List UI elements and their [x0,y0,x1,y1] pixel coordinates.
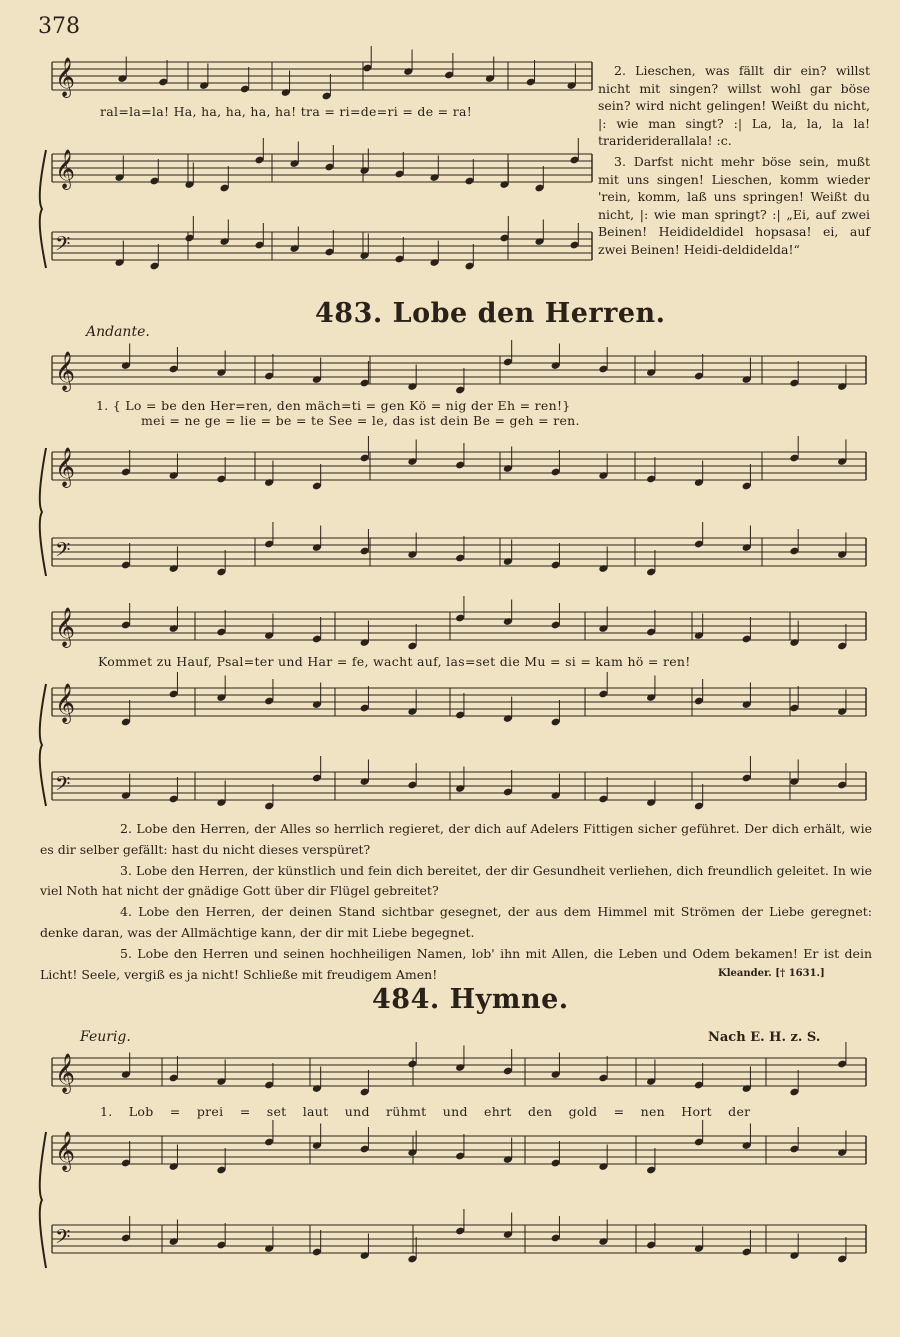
bass-clef-icon: 𝄢 [55,232,71,260]
hymn482-verses [598,62,870,262]
hymn483-tempo: Andante. [86,324,150,340]
treble-clef-icon: 𝄞 [55,351,76,391]
treble-clef-icon: 𝄞 [55,57,76,97]
hymn483-heading [315,298,666,329]
treble-clef-icon: 𝄞 [55,149,76,189]
hymn482-verse-3: 3. Darfst nicht mehr böse sein, mußt mit uns singen! Lieschen, komm wieder 'rein, komm, laß uns springen! Weißt du nicht, |: wie man springt? :| „Ei, auf zwei Beinen! Heidideldidel hopsasa! ei, auf zwei Beinen! Heidi-deldidelda!“ [598,153,870,257]
treble-clef-icon: 𝄞 [55,447,76,487]
hymn483-verse-2: 2. Lobe den Herren, der Alles so herrlich regieret, der dich auf Adelers Fittigen sicher geführet. Der dich erhält, wie es dir selber gefällt: hast du nicht dieses verspüret? [40,821,872,857]
hymn482-lyrics: ral=la=la! Ha, ha, ha, ha, ha! tra = ri=de=ri = de = ra! [100,104,473,119]
hymn484-tempo: Feurig. [80,1029,131,1045]
h484-brace [40,1132,46,1268]
hymn483-verse-4: 4. Lobe den Herren, der deinen Stand sichtbar gesegnet, der aus dem Himmel mit Strömen der Liebe geregnet: denke daran, was der Allmächtige kann, der dir mit Liebe begegnet. [40,904,872,940]
hymn484-lyrics-line1: 1. Lob = prei = set laut und rühmt und ehrt den gold = nen Hort der [100,1104,751,1119]
hymn483-verse-5: 5. Lobe den Herren und seinen hochheiligen Namen, lob' ihn mit Allen, die Leben und Odem bekamen! Er ist dein Licht! Seele, vergiß es ja nicht! Schließe mit freudigem Amen! [40,945,872,982]
page-number: 378 [38,14,80,39]
hymn484-heading [372,984,569,1015]
treble-clef-icon: 𝄞 [55,607,76,647]
hymn483-lyrics-line1: 1. { Lo = be den Her=ren, den mäch=ti = gen Kö = nig der Eh = ren!} [96,398,571,413]
hymn483-author: Kleander. [† 1631.] [718,968,825,979]
hymn484-number: 484. [372,984,440,1015]
bass-clef-icon: 𝄢 [55,1225,71,1253]
hymn483-verses [40,819,872,985]
hymn484-title: Hymne. [449,984,569,1015]
treble-clef-icon: 𝄞 [55,683,76,723]
hymn483-lyrics-line3: Kommet zu Hauf, Psal=ter und Har = fe, wacht auf, las=set die Mu = si = kam hö = ren! [98,654,691,669]
hymn483-title: Lobe den Herren. [392,298,666,329]
h482-brace [40,150,46,268]
h483-s2-brace [40,684,46,806]
hymn482-verse-2: 2. Lieschen, was fällt dir ein? willst nicht mit singen? willst wohl gar böse sein? wird nicht gelingen! Weißt du nicht, |: wie man singt? :| La, la, la, la la! trarideriderallala! :c. [598,63,870,149]
bass-clef-icon: 𝄢 [55,538,71,566]
h483-s1-brace [40,448,46,576]
hymn484-composer: Nach E. H. z. S. [708,1030,821,1045]
hymn483-lyrics-line2: mei = ne ge = lie = be = te See = le, das ist dein Be = geh = ren. [141,413,580,428]
bass-clef-icon: 𝄢 [55,772,71,800]
treble-clef-icon: 𝄞 [55,1131,76,1171]
hymn483-number: 483. [315,298,383,329]
treble-clef-icon: 𝄞 [55,1053,76,1093]
hymn483-verse-3: 3. Lobe den Herren, der künstlich und fein dich bereitet, der dir Gesundheit verliehen, dich freundlich geleitet. In wie viel Noth hat nicht der gnädige Gott über dir Flügel gebreitet? [40,862,872,899]
